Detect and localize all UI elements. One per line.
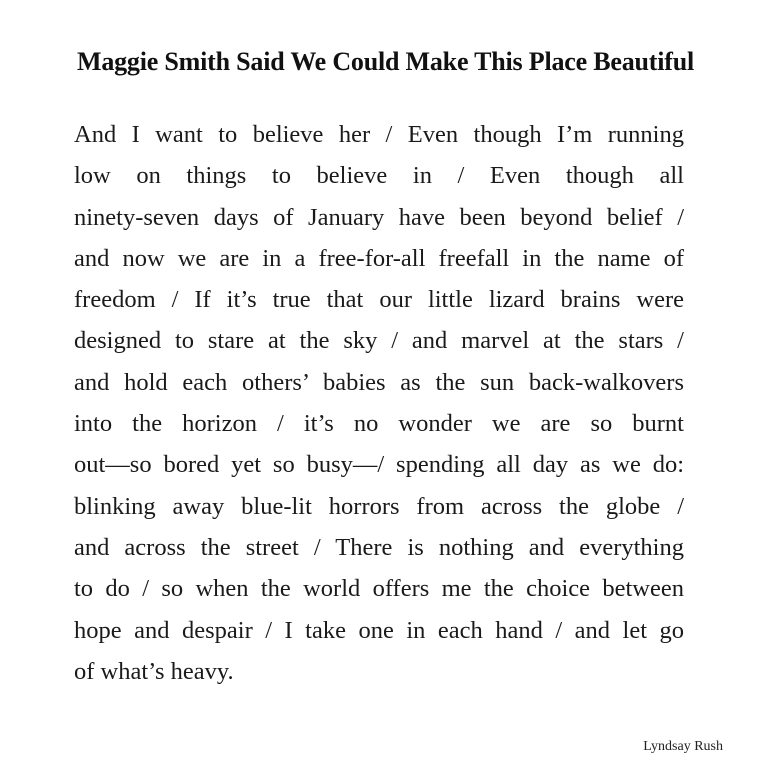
poem-line: hope and despair / I take one in each hand / and let go (74, 616, 684, 644)
poem-line: to do / so when the world offers me the choice between (74, 575, 684, 603)
poem-line: designed to stare at the sky / and marvel at the stars / (74, 327, 684, 355)
poem-line: ninety-seven days of January have been beyond belief / (74, 203, 684, 231)
poem-line: of what’s heavy. (74, 657, 234, 685)
poem-line: out—so bored yet so busy—/ spending all day as we do: (74, 451, 684, 479)
poem-line: and now we are in a free-for-all freefall in the name of (74, 244, 684, 272)
poem-line: low on things to believe in / Even though all (74, 162, 684, 190)
poem-line: freedom / If it’s true that our little lizard brains were (74, 286, 684, 314)
poem-line: blinking away blue-lit horrors from across the globe / (74, 492, 684, 520)
poem-line: And I want to believe her / Even though I’m running (74, 121, 684, 148)
author-signature: Lyndsay Rush (643, 739, 723, 754)
poem-line: and across the street / There is nothing and everything (74, 533, 684, 561)
poem-line: and hold each others’ babies as the sun back-walkovers (74, 368, 684, 396)
poem-body (74, 114, 684, 692)
poem-line: into the horizon / it’s no wonder we are so burnt (74, 410, 684, 438)
poem-title: Maggie Smith Said We Could Make This Place Beautiful (76, 47, 695, 76)
